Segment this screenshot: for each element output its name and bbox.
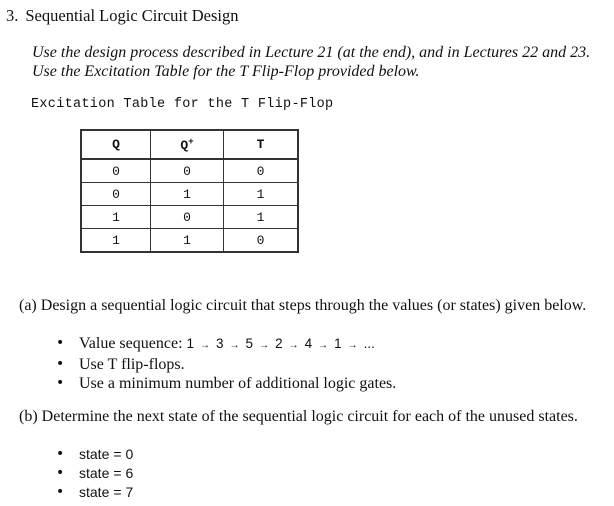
state-value: 6 <box>125 465 134 481</box>
part-a-prompt <box>19 297 586 315</box>
problem-heading <box>6 6 238 26</box>
list-item <box>56 483 133 502</box>
sequence-value: 5 <box>245 336 254 351</box>
cell-q: 0 <box>81 183 151 206</box>
sequence-value: 1 <box>186 336 195 351</box>
header-q-next: Q+ <box>151 130 224 159</box>
state-value: 0 <box>125 446 134 462</box>
state-label: state <box>79 465 110 481</box>
part-a-text: Design a sequential logic circuit that steps through the values (or states) given below. <box>40 297 587 314</box>
instructions-line-1: Use the design process described in Lecture 21 (at the end), and in Lectures 22 and 23. <box>32 44 591 61</box>
excitation-table <box>80 129 299 253</box>
part-a-label: (a) <box>19 297 37 314</box>
instructions <box>32 43 590 81</box>
arrow-right-icon: → <box>288 340 299 351</box>
cell-q-next: 0 <box>151 206 224 229</box>
state-op: = <box>113 484 122 500</box>
state-value: 7 <box>125 484 134 500</box>
problem-number: 3. <box>6 6 19 25</box>
state-label: state <box>79 484 110 500</box>
excitation-table-header-row <box>81 130 298 159</box>
part-a-bullets <box>56 334 396 393</box>
cell-t: 1 <box>224 183 299 206</box>
sequence-ellipsis: ... <box>363 336 375 351</box>
part-b-text: Determine the next state of the sequential logic circuit for each of the unused states. <box>41 408 578 425</box>
part-b-label: (b) <box>19 408 38 425</box>
list-item <box>56 334 396 355</box>
sequence-value: 4 <box>304 336 313 351</box>
table-row <box>81 183 298 206</box>
cell-q-next: 0 <box>151 159 224 183</box>
arrow-right-icon: → <box>259 340 270 351</box>
sequence-label: Value sequence: <box>79 335 183 352</box>
table-row <box>81 159 298 183</box>
cell-q: 1 <box>81 206 151 229</box>
arrow-right-icon: → <box>318 340 329 351</box>
arrow-right-icon: → <box>229 340 240 351</box>
sequence-value: 2 <box>275 336 283 351</box>
state-op: = <box>113 446 122 462</box>
table-row <box>81 206 298 229</box>
excitation-table-title: Excitation Table for the T Flip-Flop <box>31 97 334 112</box>
table-row <box>81 229 298 253</box>
header-q: Q <box>81 130 151 159</box>
instructions-line-2: Use the Excitation Table for the T Flip-Flop provided below. <box>32 63 420 80</box>
part-b-prompt <box>19 408 578 426</box>
cell-q-next: 1 <box>151 229 224 253</box>
problem-title: Sequential Logic Circuit Design <box>25 6 239 25</box>
sequence-value: 3 <box>216 336 224 351</box>
cell-t: 0 <box>224 159 299 183</box>
arrow-right-icon: → <box>200 340 211 351</box>
header-t: T <box>224 130 299 159</box>
arrow-right-icon: → <box>347 340 358 351</box>
state-op: = <box>113 465 122 481</box>
list-item <box>56 464 133 483</box>
state-label: state <box>79 446 110 462</box>
sequence-value: 1 <box>334 336 342 351</box>
list-item: • Use T flip-flops. <box>56 355 396 374</box>
part-b-states <box>56 445 133 502</box>
list-item <box>56 445 133 464</box>
cell-t: 0 <box>224 229 299 253</box>
cell-q-next: 1 <box>151 183 224 206</box>
list-item: • Use a minimum number of additional logic gates. <box>56 374 396 393</box>
cell-q: 0 <box>81 159 151 183</box>
value-sequence <box>187 336 375 351</box>
cell-q: 1 <box>81 229 151 253</box>
cell-t: 1 <box>224 206 299 229</box>
